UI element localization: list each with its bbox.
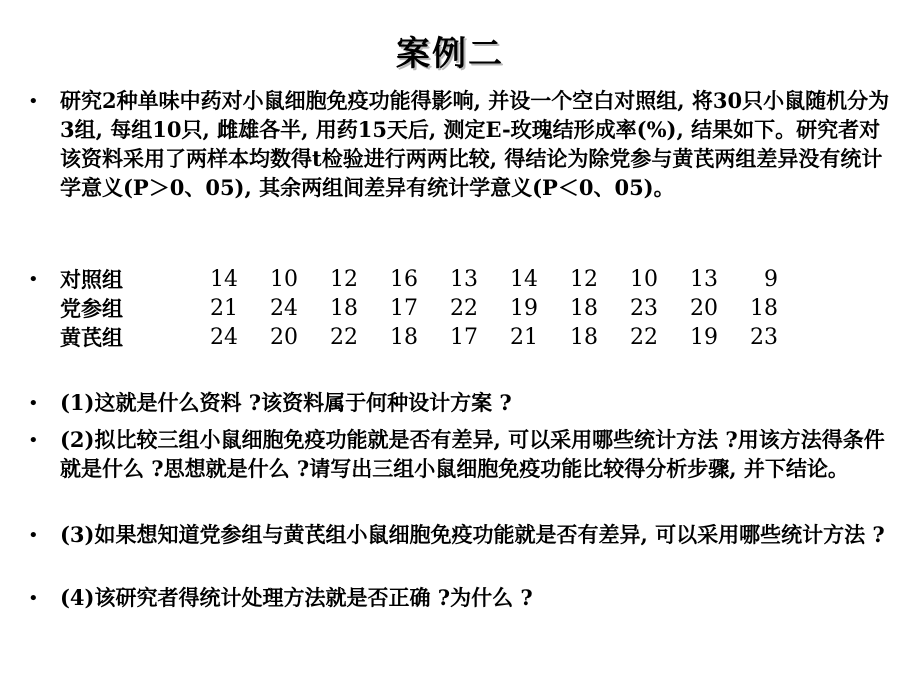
table-cell: 18 [330, 296, 358, 321]
table-cell: 23 [750, 325, 778, 350]
table-cell: 14 [510, 267, 538, 292]
table-cell: 19 [510, 296, 538, 321]
question-2: (2)拟比较三组小鼠细胞免疫功能就是否有差异, 可以采用哪些统计方法 ?用该方法得条件就是什么 ?思想就是什么 ?请写出三组小鼠细胞免疫功能比较得分析步骤, 并下结论。 [60, 427, 885, 481]
table-cell: 22 [330, 325, 358, 350]
question-3: (3)如果想知道党参组与黄芪组小鼠细胞免疫功能就是否有差异, 可以采用哪些统计方法 ? [60, 522, 885, 547]
bullet-icon: • [28, 588, 39, 609]
table-cell: 17 [390, 296, 418, 321]
bullet-icon: • [28, 393, 39, 414]
bullet-icon: • [28, 269, 39, 290]
table-cell: 16 [390, 267, 418, 292]
bullet-icon: • [28, 525, 39, 546]
table-cell: 10 [270, 267, 298, 292]
table-cell: 13 [690, 267, 718, 292]
table-cell: 12 [570, 267, 598, 292]
table-cell: 13 [450, 267, 478, 292]
table-cell: 23 [630, 296, 658, 321]
table-cell: 22 [450, 296, 478, 321]
table-cell: 18 [750, 296, 778, 321]
table-cell: 22 [630, 325, 658, 350]
table-row [60, 323, 778, 352]
group-label: 党参组 [60, 296, 123, 321]
table-cell: 17 [450, 325, 478, 350]
bullet-icon: • [28, 430, 39, 451]
table-cell: 21 [510, 325, 538, 350]
table-cell: 18 [390, 325, 418, 350]
bullet-icon: • [28, 91, 39, 112]
table-cell: 10 [630, 267, 658, 292]
group-label: 对照组 [60, 267, 123, 292]
table-cell: 9 [764, 267, 778, 292]
table-cell: 19 [690, 325, 718, 350]
table-row [60, 294, 778, 323]
table-cell: 18 [570, 325, 598, 350]
question-1: (1)这就是什么资料 ?该资料属于何种设计方案 ? [60, 390, 512, 415]
table-cell: 14 [210, 267, 238, 292]
table-cell: 24 [270, 296, 298, 321]
group-label: 黄芪组 [60, 325, 123, 350]
table-cell: 12 [330, 267, 358, 292]
table-cell: 18 [570, 296, 598, 321]
table-cell: 21 [210, 296, 238, 321]
table-cell: 20 [690, 296, 718, 321]
slide-title: 案例二 [396, 34, 504, 74]
table-cell: 24 [210, 325, 238, 350]
table-row [60, 265, 778, 294]
data-table [60, 265, 778, 352]
question-4: (4)该研究者得统计处理方法就是否正确 ?为什么 ? [60, 585, 533, 610]
intro-paragraph: 研究2种单味中药对小鼠细胞免疫功能得影响, 并设一个空白对照组, 将30只小鼠随机分为3组, 每组10只, 雌雄各半, 用药15天后, 测定E-玫瑰结形成率(%), 结果如下。研究者对该资料采用了两样本均数得t检验进行两两比较, 得结论为除党参与黄芪两组差异没有统计学意义(P＞0、05), 其余两组间差异有统计学意义(P＜0、05)。 [60, 88, 890, 200]
table-cell: 20 [270, 325, 298, 350]
